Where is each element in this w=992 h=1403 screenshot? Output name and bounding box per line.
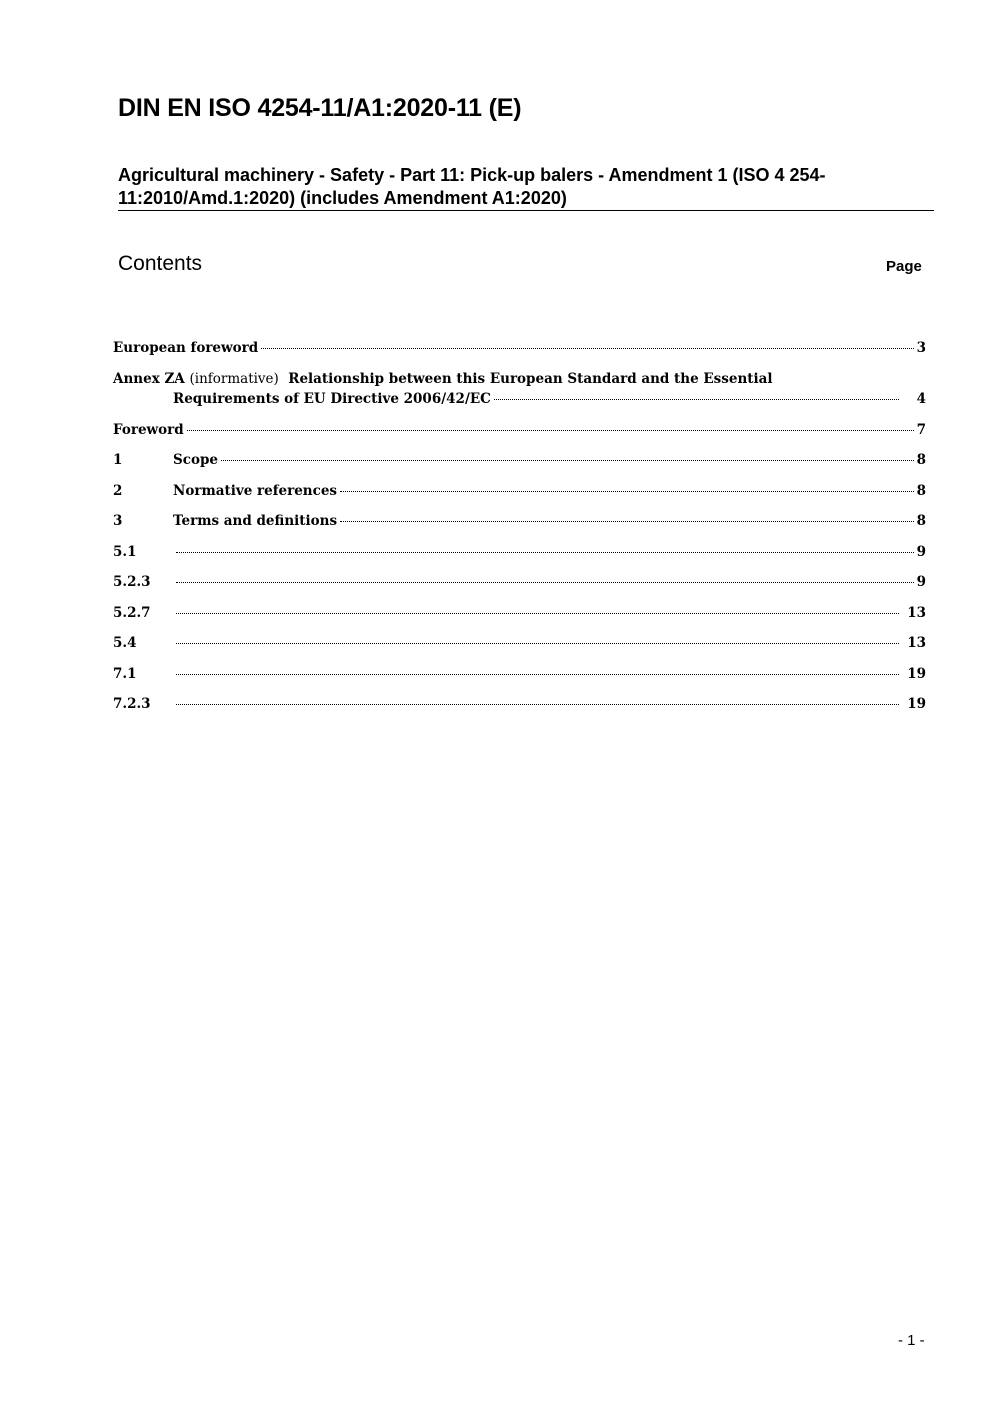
toc-entry-number: 5.2.7 [113,604,151,621]
dot-leader [176,612,899,614]
toc-entry-page: 4 [916,390,926,407]
toc-entry-title: Normative references [173,482,338,499]
toc-entry-title: Scope [173,452,219,468]
toc-entry-page: 13 [907,635,926,651]
dot-leader [494,398,899,400]
dot-leader [221,459,914,461]
dot-leader [340,490,914,492]
dot-leader [261,347,913,349]
annex-informative-label: (informative) [189,370,279,387]
toc-entry-5-2-3[interactable] [113,572,926,603]
toc-entry-number: 5.4 [113,635,137,651]
toc-entry-number: 3 [113,513,123,529]
toc-entry-number: 1 [113,452,123,468]
footer-page-number: - 1 - [898,1332,925,1349]
annex-title-part: Relationship between this European Standard and the Essential [278,370,773,387]
toc-entry-page: 9 [916,574,926,590]
toc-entry-page: 7 [916,421,926,438]
table-of-contents [113,338,926,725]
toc-entry-annex-za[interactable] [113,369,926,420]
toc-entry-7-1[interactable] [113,664,926,695]
dot-leader [176,551,914,553]
toc-entry-page: 8 [916,482,926,499]
subtitle-line-1: Agricultural machinery - Safety - Part 11: Pick-up balers - Amendment 1 (ISO 4 254- [118,165,826,185]
annex-label: Annex ZA [113,370,190,387]
subtitle-line-2: 11:2010/Amd.1:2020) (includes Amendment A1:2020) [118,188,567,208]
contents-heading: Contents [118,252,203,275]
toc-entry-page: 19 [907,696,926,712]
toc-entry-title: Foreword [113,421,184,438]
toc-entry-foreword[interactable] [113,420,926,451]
dot-leader [176,581,914,583]
document-subtitle [118,164,918,210]
dot-leader [176,703,899,705]
toc-entry-title: Terms and definitions [173,513,338,529]
toc-entry-5-1[interactable] [113,542,926,573]
document-title: DIN EN ISO 4254-11/A1:2020-11 (E) [118,94,522,122]
toc-entry-title [113,369,773,389]
toc-entry-5-4[interactable] [113,633,926,664]
toc-entry-3[interactable] [113,511,926,542]
title-divider [118,210,934,211]
toc-entry-title: European foreword [113,340,259,356]
toc-entry-page: 8 [916,513,926,529]
dot-leader [187,429,914,431]
toc-entry-number: 5.2.3 [113,574,151,590]
toc-entry-number: 7.1 [113,665,137,682]
toc-entry-2[interactable] [113,481,926,512]
toc-entry-page: 13 [907,604,926,621]
toc-entry-5-2-7[interactable] [113,603,926,634]
toc-entry-page: 8 [916,452,926,468]
toc-entry-european-foreword[interactable] [113,338,926,369]
toc-entry-number: 7.2.3 [113,696,151,712]
toc-entry-7-2-3[interactable] [113,694,926,725]
toc-entry-page: 3 [916,340,926,356]
toc-entry-title-line-2: Requirements of EU Directive 2006/42/EC [173,390,491,407]
toc-entry-1[interactable] [113,450,926,481]
dot-leader [176,673,899,675]
dot-leader [340,520,914,522]
dot-leader [176,642,899,644]
toc-entry-number: 2 [113,482,123,499]
toc-entry-page: 19 [907,665,926,682]
page-column-label: Page [886,258,922,275]
toc-entry-number: 5.1 [113,543,137,560]
toc-entry-page: 9 [916,543,926,560]
